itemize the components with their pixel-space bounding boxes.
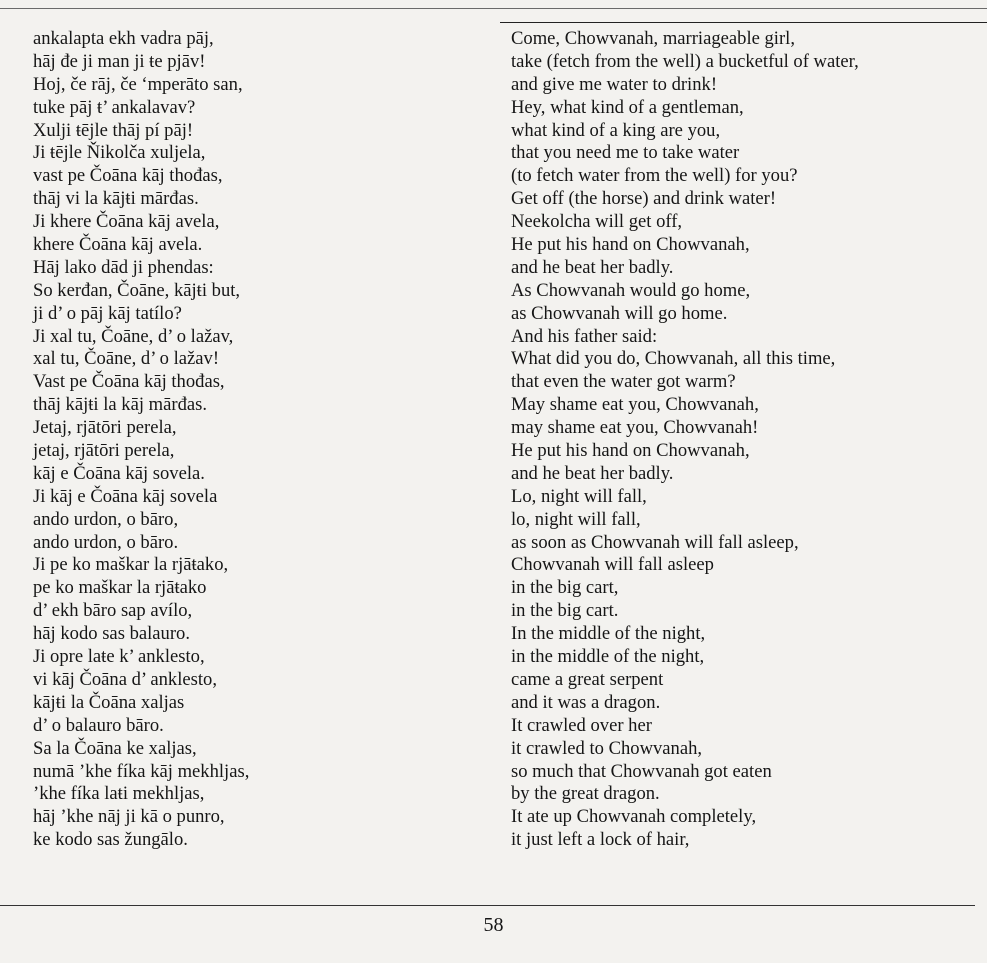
english-verse-line: lo, night will fall,: [511, 508, 641, 530]
english-verse-line: so much that Chowvanah got eaten: [511, 760, 772, 782]
english-verse-line: It ate up Chowvanah completely,: [511, 806, 757, 828]
romani-text-column: [33, 28, 483, 852]
romani-verse-line: ankalapta ekh vadra pāj,: [33, 28, 214, 49]
english-verse-line: what kind of a king are you,: [511, 119, 721, 141]
top-page-edge: [0, 8, 987, 9]
romani-verse-line: vast pe Čoāna kāj thođas,: [33, 165, 223, 187]
romani-verse-line: Hoj, če rāj, če ‘mperāto san,: [33, 73, 243, 95]
romani-verse-line: Ji xal tu, Čoāne, d’ o lažav,: [33, 325, 234, 347]
english-verse-line: in the middle of the night,: [511, 646, 705, 668]
english-verse-line: that you need me to take water: [511, 142, 740, 164]
english-verse-line: Neekolcha will get off,: [511, 211, 683, 233]
page-number: 58: [483, 914, 504, 936]
romani-verse-line: thāj kājŧi la kāj mārđas.: [33, 394, 207, 416]
romani-verse-line: d’ ekh bāro sap avílo,: [33, 600, 193, 622]
english-verse-line: Lo, night will fall,: [511, 485, 647, 507]
english-verse-line: take (fetch from the well) a bucketful of water,: [511, 50, 859, 72]
romani-verse-line: ke kodo sas žungālo.: [33, 829, 188, 851]
romani-verse-line: ando urdon, o bāro,: [33, 508, 179, 530]
english-verse-line: in the big cart.: [511, 600, 619, 622]
english-translation-column: [511, 28, 981, 852]
english-verse-line: may shame eat you, Chowvanah!: [511, 417, 759, 439]
english-verse-line: as Chowvanah will go home.: [511, 302, 728, 324]
romani-verse-line: Ji ŧējle Ňikolča xuljela,: [33, 142, 206, 164]
english-verse-line: May shame eat you, Chowvanah,: [511, 394, 759, 416]
romani-verse-line: ji d’ o pāj kāj tatílo?: [33, 302, 182, 324]
english-verse-line: came a great serpent: [511, 668, 664, 690]
romani-verse-line: Ji khere Čoāna kāj avela,: [33, 211, 220, 233]
english-verse-line: it crawled to Chowvanah,: [511, 737, 703, 759]
romani-verse-line: xal tu, Čoāne, d’ o lažav!: [33, 348, 220, 370]
english-verse-line: that even the water got warm?: [511, 371, 736, 393]
english-verse-line: Hey, what kind of a gentleman,: [511, 96, 744, 118]
english-verse-line: Chowvanah will fall asleep: [511, 554, 714, 576]
romani-verse-line: jetaj, rjātōri perela,: [33, 440, 175, 462]
romani-verse-line: Ji pe ko maškar la rjāŧako,: [33, 554, 229, 576]
romani-verse-line: d’ o balauro bāro.: [33, 714, 164, 736]
romani-verse-line: thāj vi la kājŧi mārđas.: [33, 188, 199, 210]
english-verse-line: As Chowvanah would go home,: [511, 279, 751, 301]
english-verse-line: He put his hand on Chowvanah,: [511, 234, 750, 256]
romani-verse-line: kājŧi la Čoāna xaljas: [33, 691, 185, 713]
romani-verse-line: hāj kodo sas balauro.: [33, 623, 190, 645]
english-verse-line: and it was a dragon.: [511, 691, 661, 713]
footer-rule: [0, 905, 975, 906]
romani-verse-line: numā ’khe fíka kāj mekhljas,: [33, 760, 250, 782]
romani-verse-line: hāj đe ji man ji ŧe pjāv!: [33, 50, 206, 72]
romani-verse-line: Ji opre laŧe k’ anklesto,: [33, 646, 205, 668]
english-verse-line: and give me water to drink!: [511, 73, 718, 95]
romani-verse-line: ando urdon, o bāro.: [33, 531, 179, 553]
english-verse-line: in the big cart,: [511, 577, 619, 599]
english-verse-line: and he beat her badly.: [511, 462, 674, 484]
romani-verse-line: Jetaj, rjātōri perela,: [33, 417, 177, 439]
romani-verse-line: khere Čoāna kāj avela.: [33, 234, 203, 256]
english-verse-line: He put his hand on Chowvanah,: [511, 440, 750, 462]
romani-verse-line: Hāj lako dād ji phendas:: [33, 256, 214, 278]
romani-verse-line: ’khe fíka laŧi mekhljas,: [33, 783, 205, 805]
romani-verse-line: Sa la Čoāna ke xaljas,: [33, 737, 197, 759]
english-verse-line: (to fetch water from the well) for you?: [511, 165, 798, 187]
english-verse-line: Get off (the horse) and drink water!: [511, 188, 777, 210]
romani-verse-line: Ji kāj e Čoāna kāj sovela: [33, 485, 218, 507]
english-verse-line: as soon as Chowvanah will fall asleep,: [511, 531, 799, 553]
english-verse-line: It crawled over her: [511, 714, 652, 736]
english-verse-line: by the great dragon.: [511, 783, 660, 805]
romani-verse-line: Xulji ŧējle thāj pí pāj!: [33, 119, 194, 141]
romani-verse-line: So kerđan, Čoāne, kājŧi but,: [33, 279, 241, 301]
romani-verse-line: vi kāj Čoāna d’ anklesto,: [33, 668, 217, 690]
english-verse-line: And his father said:: [511, 325, 658, 347]
romani-verse-line: tuke pāj ŧ’ ankalavav?: [33, 96, 196, 118]
romani-verse-line: kāj e Čoāna kāj sovela.: [33, 462, 205, 484]
english-verse-line: What did you do, Chowvanah, all this time,: [511, 348, 836, 370]
romani-verse-line: Vast pe Čoāna kāj thođas,: [33, 371, 225, 393]
header-rule: [500, 22, 987, 23]
english-verse-line: and he beat her badly.: [511, 256, 674, 278]
romani-verse-line: hāj ’khe nāj ji kā o punro,: [33, 806, 225, 828]
english-verse-line: it just left a lock of hair,: [511, 829, 690, 851]
english-verse-line: In the middle of the night,: [511, 623, 706, 645]
english-verse-line: Come, Chowvanah, marriageable girl,: [511, 28, 795, 49]
romani-verse-line: pe ko maškar la rjāŧako: [33, 577, 207, 599]
